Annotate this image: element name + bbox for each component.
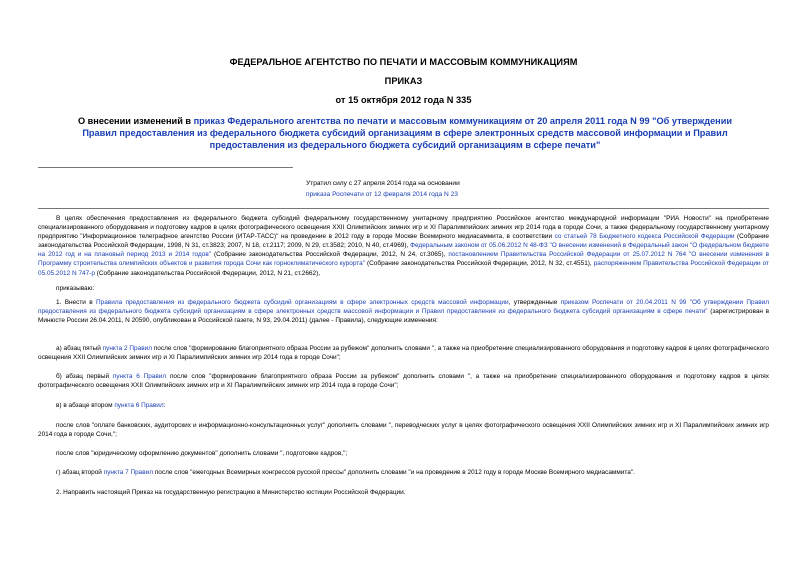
item-a-text-2: после слов "формирование благоприятного образа России за рубежом" дополнить словами ", а также на приобретение специализированного оборудования и подготовку кадров в целях фотографического освещения XXII Олимпийских зимних игр и XI Паралимпийских зимних игр 2014 года в городе Сочи"; xyxy=(38,345,769,362)
preamble-text-3: (Собрание законодательства Российской Федерации, 2012, N 24, ст.3065), xyxy=(211,251,449,259)
link-point-6[interactable]: пункта 6 Правил xyxy=(112,373,167,380)
item-g-text-1: г) абзац второй xyxy=(56,469,104,476)
item-g xyxy=(38,468,769,477)
item-b xyxy=(38,372,769,390)
item1-text-3: (зарегистрирован в Минюсте России 26.04.2011, N 20590, опубликован в Российской газете, N 93, 29.04.2011) (далее - Правила), следующие изменения: xyxy=(38,308,769,325)
item-a-text-1: а) абзац пятый xyxy=(56,345,103,352)
status-note-line: Утратил силу с 27 апреля 2014 года на основании xyxy=(306,180,460,187)
item-v-text-2: : xyxy=(163,402,166,409)
item-a xyxy=(38,344,769,362)
document-title xyxy=(70,115,740,151)
status-note xyxy=(306,178,460,200)
preamble-text-4: (Собрание законодательства Российской Федерации, 2012, N 32, ст.4551), xyxy=(365,260,594,268)
link-government-order[interactable]: распоряжением Правительства Российской Федерации от 05.05.2012 N 747-р xyxy=(38,260,769,277)
item-v-1: после слов "оплате банковских, аудиторских и информационно-консультационных услуг" дополнить словами ", переводческих услуг в целях фотографического освещения XXII Олимпийских зимних игр и XI Паралимпийских зимних игр 2014 года в городе Сочи,"; xyxy=(38,422,769,439)
preamble-paragraph xyxy=(38,214,769,278)
link-point-2[interactable]: пункта 2 Правил xyxy=(102,345,152,352)
link-order-99[interactable]: приказом Роспечати от 20.04.2011 N 99 "Об утверждении Правил предоставления из федерального бюджета субсидий организациям в сфере электронных средств массовой информации и Правил предоставления из федерального бюджета субсидий организациям в сфере печати" xyxy=(38,299,769,316)
title-link[interactable]: приказ Федерального агентства по печати и массовым коммуникациям от 20 апреля 2011 года N 99 "Об утверждении Правил предоставления из федерального бюджета субсидий организациям в сфере электронных средств массовой информации и Правил предоставления из федерального бюджета субсидий организациям в сфере печати" xyxy=(82,116,733,150)
item1-text-1: 1. Внести в xyxy=(56,299,97,306)
preamble-text-1: В целях обеспечения предоставления из федерального бюджета субсидий федеральному государственному унитарному предприятию Российское агентство международной информации "РИА Новости" на приобретение специализированного оборудования и подготовку кадров в целях фотографического освещения XXII Олимпийских зимних игр и XI Паралимпийских зимних игр 2014 года в городе Сочи, а также федеральному государственному унитарному предприятию "Информационное телеграфное агентство России (ИТАР-ТАСС)" на проведение в 2012 году в городе Москве Всемирного медиасаммита, в соответствии xyxy=(38,215,769,241)
link-budget-code[interactable]: со статьей 78 Бюджетного кодекса Российской Федерации xyxy=(554,233,735,241)
order-word: приказываю: xyxy=(56,285,95,292)
item-v-text-1: в) в абзаце втором xyxy=(56,402,115,409)
agency-heading: ФЕДЕРАЛЬНОЕ АГЕНТСТВО ПО ПЕЧАТИ И МАССОВЫМ КОММУНИКАЦИЯМ xyxy=(229,57,578,67)
link-point-7[interactable]: пункта 7 Правил xyxy=(103,469,154,476)
item-v xyxy=(38,401,769,410)
item-v-2: после слов "юридическому оформлению документов" дополнить словами ", подготовке кадров,"; xyxy=(56,450,348,457)
link-rules[interactable]: Правила предоставления из федерального бюджета субсидий организациям в сфере электронных средств массовой информации xyxy=(96,299,509,306)
item-g-text-2: после слов "ежегодных Всемирных конгрессов русской прессы" дополнить словами "и на проведение в 2012 году в городе Москве Всемирного медиасаммита". xyxy=(153,469,635,476)
link-government-decree[interactable]: постановлением Правительства Российской Федерации от 25.07.2012 N 764 "О внесении изменения в Программу строительства олимпийских объектов и развития города Сочи как горноклиматического курорта" xyxy=(38,251,769,268)
divider-bottom xyxy=(38,208,769,209)
doc-type-heading: ПРИКАЗ xyxy=(384,76,423,86)
item-b-text-2: после слов "формирование благоприятного образа России за рубежом" дополнить словами ", а также на приобретение специализированного оборудования и подготовку кадров в целях фотографического освещения XXII Олимпийских зимних игр и XI Паралимпийских зимних игр 2014 года в городе Сочи"; xyxy=(38,373,769,390)
preamble-text-2: (Собрание законодательства Российской Федерации, 1998, N 31, ст.3823; 2007, N 18, ст.2117; 2009, N 29, ст.3582; 2010, N 40, ст.4969), xyxy=(38,233,769,250)
item1-text-2: , утвержденные xyxy=(508,299,561,306)
link-point-6-second[interactable]: пункта 6 Правил xyxy=(114,402,164,409)
item-1 xyxy=(38,298,769,325)
divider-top xyxy=(38,167,293,168)
date-number-heading: от 15 октября 2012 года N 335 xyxy=(335,95,472,105)
preamble-text-5: (Собрание законодательства Российской Федерации, 2012, N 21, ст.2662), xyxy=(94,269,321,277)
item-2: 2. Направить настоящий Приказ на государственную регистрацию в Министерство юстиции Российской Федерации. xyxy=(56,489,406,496)
status-note-link[interactable]: приказа Роспечати от 12 февраля 2014 года N 23 xyxy=(306,191,458,198)
link-federal-law[interactable]: Федеральным законом от 05.06.2012 N 48-ФЗ "О внесении изменений в Федеральный закон "О федеральном бюджете на 2012 год и на плановый период 2013 и 2014 годов" xyxy=(38,242,770,259)
item-b-text-1: б) абзац первый xyxy=(56,373,113,380)
title-prefix: О внесении изменений в xyxy=(77,116,194,126)
